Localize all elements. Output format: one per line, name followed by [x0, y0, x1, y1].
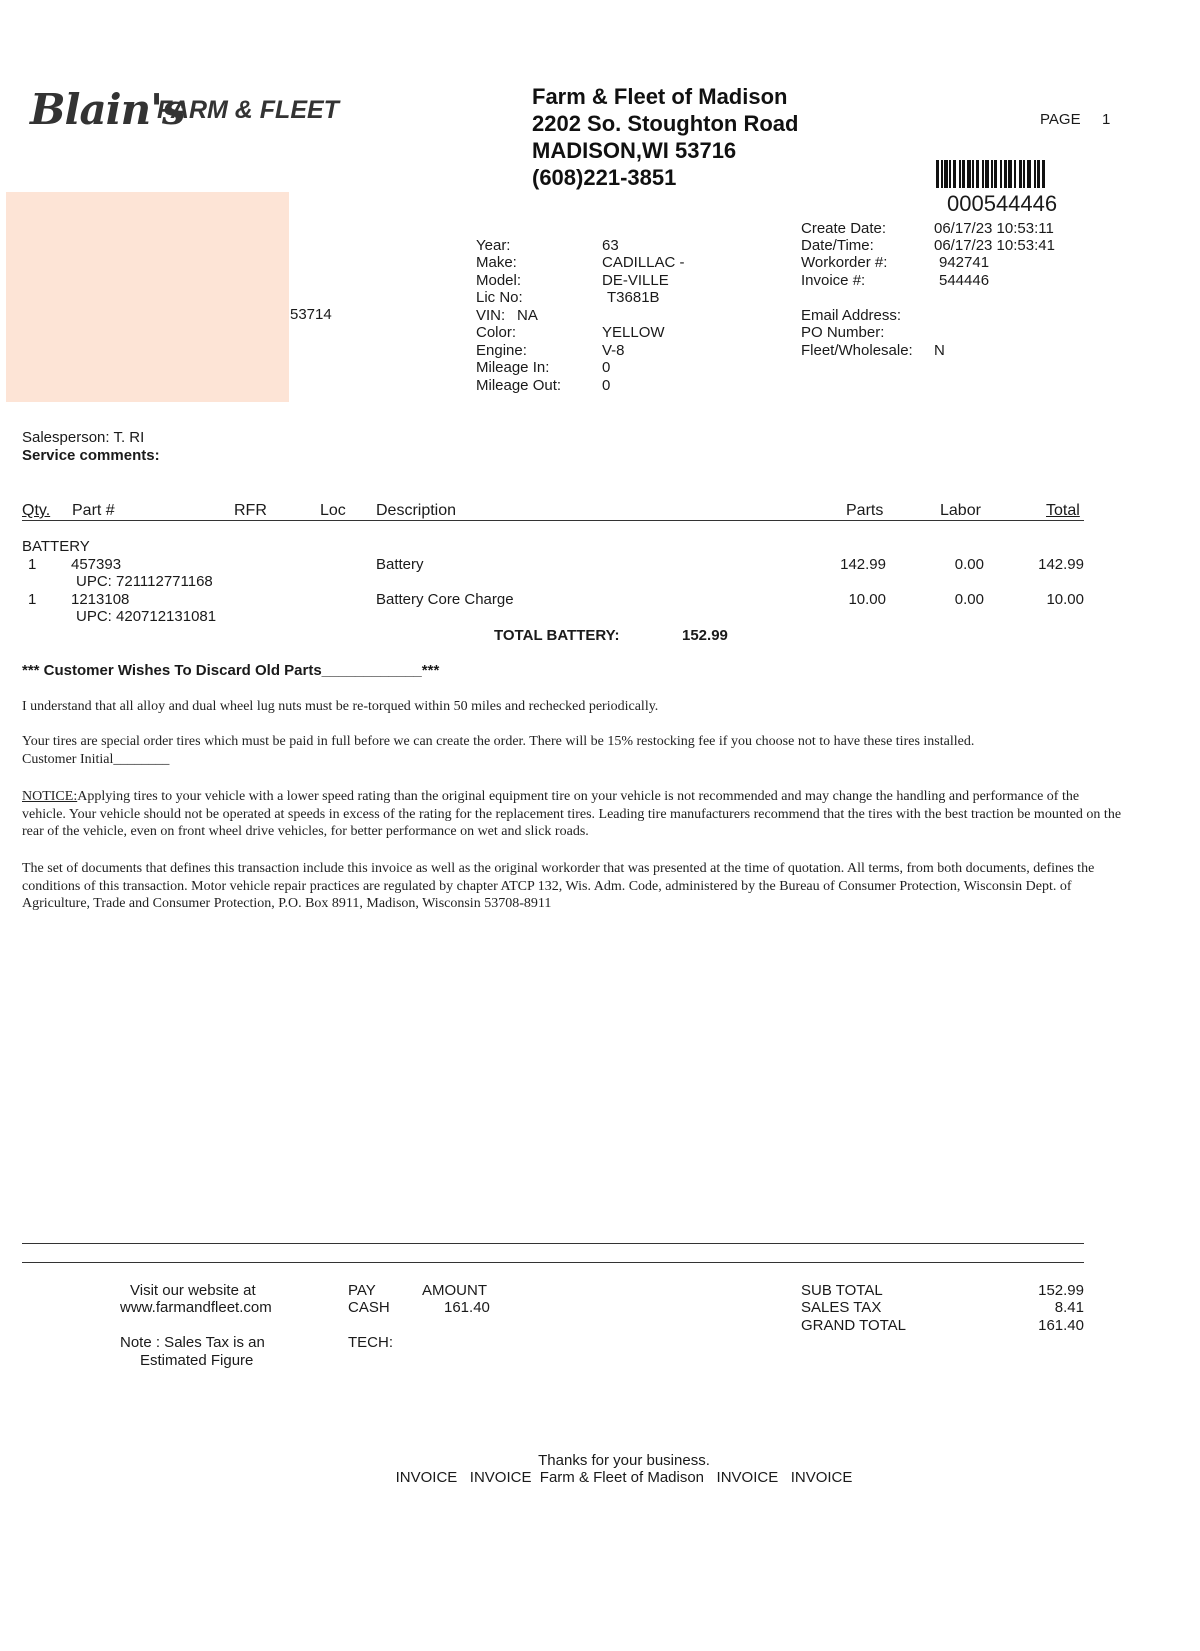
row-upc: UPC: 721112771168	[76, 573, 213, 590]
engine-value: V-8	[602, 342, 625, 359]
col-loc: Loc	[320, 502, 346, 519]
redacted-customer-info	[6, 192, 289, 402]
mileage-out-value: 0	[602, 377, 611, 394]
lug-nut-disclaimer: I understand that all alloy and dual wheel lug nuts must be re-torqued within 50 miles and rechecked periodically.	[22, 699, 659, 714]
cash-amount: 161.40	[444, 1299, 490, 1316]
footer-rule-bottom	[22, 1262, 1084, 1263]
tech-label: TECH:	[348, 1334, 393, 1351]
vin-label: VIN:	[476, 307, 506, 324]
col-parts: Parts	[846, 502, 884, 519]
row-description: Battery	[376, 556, 424, 573]
mileage-in-label: Mileage In:	[476, 359, 550, 376]
color-value: YELLOW	[602, 324, 665, 341]
website-line2: www.farmandfleet.com	[120, 1299, 272, 1316]
row-upc: UPC: 420712131081	[76, 608, 217, 625]
notice-text: Applying tires to your vehicle with a lower speed rating than the original equipment tire on your vehicle is not recommended and may change the handling and performance of the vehicle. Your vehicle should not be operated at speeds in excess of the rating for the replacement tires. Leading tire manufacturers recommend that the tires with the best traction be mounted on the rear of the vehicle, even on front wheel drive vehicles, for better performance on wet and slick roads.	[22, 789, 1122, 839]
create-date-value: 06/17/23 10:53:11	[934, 220, 1054, 237]
subtotal-value: 152.99	[1038, 1282, 1084, 1299]
group-total-label: TOTAL BATTERY:	[494, 627, 620, 644]
subtotal-label: SUB TOTAL	[801, 1282, 883, 1299]
row-part: 457393	[71, 556, 122, 573]
barcode	[936, 160, 1069, 188]
customer-zip: 53714	[290, 306, 332, 323]
row-description: Battery Core Charge	[376, 591, 514, 608]
group-label: BATTERY	[22, 538, 90, 555]
year-value: 63	[602, 237, 619, 254]
documents-paragraph: The set of documents that defines this transaction include this invoice as well as the original workorder that was presented at the time of quotation. All terms, from both documents, defines the conditions of this transaction. Motor vehicle repair practices are regulated by chapter ATCP 132, Wis. Adm. Code, administered by the Bureau of Consumer Protection, Wisconsin Dept. of Agriculture, Trade and Consumer Protection, P.O. Box 8911, Madison, Wisconsin 53708-8911	[22, 861, 1095, 911]
col-labor: Labor	[940, 502, 981, 519]
workorder-value: 942741	[939, 254, 990, 271]
col-total: Total	[1046, 502, 1080, 519]
logo-wordmark: FARM & FLEET	[157, 96, 339, 124]
col-part: Part #	[72, 502, 115, 519]
cash-label: CASH	[348, 1299, 390, 1316]
special-order-disclaimer: Your tires are special order tires which must be paid in full before we can create the order. There will be 15% restocking fee if you choose not to have these tires installed.	[22, 734, 975, 749]
model-value: DE-VILLE	[602, 272, 669, 289]
footer-rule-top	[22, 1243, 1084, 1244]
thanks-line: Thanks for your business.	[538, 1452, 710, 1469]
create-date-label: Create Date:	[801, 220, 887, 237]
col-rfr: RFR	[234, 502, 267, 519]
store-name: Farm & Fleet of Madison	[532, 84, 788, 109]
header-rule	[22, 520, 1084, 521]
col-description: Description	[376, 502, 457, 519]
row-total: 10.00	[1046, 591, 1084, 608]
store-phone: (608)221-3851	[532, 165, 677, 190]
datetime-value: 06/17/23 10:53:41	[934, 237, 1055, 254]
grand-total-label: GRAND TOTAL	[801, 1317, 907, 1334]
datetime-label: Date/Time:	[801, 237, 874, 254]
row-qty: 1	[28, 556, 37, 573]
mileage-in-value: 0	[602, 359, 611, 376]
year-label: Year:	[476, 237, 511, 254]
col-qty: Qty.	[22, 502, 51, 519]
pay-label: PAY	[348, 1282, 376, 1299]
workorder-label: Workorder #:	[801, 254, 888, 271]
row-labor: 0.00	[954, 591, 984, 608]
row-parts: 142.99	[840, 556, 886, 573]
note-line1: Note : Sales Tax is an	[120, 1334, 265, 1351]
make-label: Make:	[476, 254, 517, 271]
page-number: 1	[1102, 111, 1111, 128]
mileage-out-label: Mileage Out:	[476, 377, 562, 394]
notice-label: NOTICE:	[22, 789, 78, 804]
engine-label: Engine:	[476, 342, 527, 359]
store-city: MADISON,WI 53716	[532, 138, 737, 163]
website-line1: Visit our website at	[130, 1282, 256, 1299]
page-label: PAGE	[1040, 111, 1081, 128]
store-street: 2202 So. Stoughton Road	[532, 111, 799, 136]
amount-label: AMOUNT	[422, 1282, 487, 1299]
row-labor: 0.00	[954, 556, 984, 573]
email-label: Email Address:	[801, 307, 902, 324]
discard-old-parts: *** Customer Wishes To Discard Old Parts____________***	[22, 662, 440, 679]
customer-initial: Customer Initial________	[22, 752, 170, 767]
service-comments-label: Service comments:	[22, 447, 160, 464]
tax-value: 8.41	[1054, 1299, 1084, 1316]
lic-label: Lic No:	[476, 289, 523, 306]
row-total: 142.99	[1038, 556, 1084, 573]
vin-value: NA	[517, 307, 538, 324]
group-total-value: 152.99	[682, 627, 728, 644]
invoice-repeat-line: INVOICE INVOICE Farm & Fleet of Madison INVOICE INVOICE	[395, 1469, 853, 1486]
tax-label: SALES TAX	[801, 1299, 882, 1316]
grand-total-value: 161.40	[1038, 1317, 1084, 1334]
model-label: Model:	[476, 272, 522, 289]
fleet-value: N	[934, 342, 945, 359]
salesperson: Salesperson: T. RI	[22, 429, 145, 446]
color-label: Color:	[476, 324, 517, 341]
note-line2: Estimated Figure	[140, 1352, 254, 1369]
fleet-label: Fleet/Wholesale:	[801, 342, 913, 359]
row-qty: 1	[28, 591, 37, 608]
invoice-label: Invoice #:	[801, 272, 866, 289]
make-value: CADILLAC -	[602, 254, 685, 271]
invoice-value: 544446	[939, 272, 990, 289]
row-parts: 10.00	[848, 591, 886, 608]
barcode-number: 000544446	[947, 191, 1058, 216]
row-part: 1213108	[71, 591, 130, 608]
po-label: PO Number:	[801, 324, 885, 341]
logo-script: Blain's	[30, 85, 185, 134]
notice-paragraph	[22, 788, 1122, 841]
lic-value: T3681B	[607, 289, 660, 306]
